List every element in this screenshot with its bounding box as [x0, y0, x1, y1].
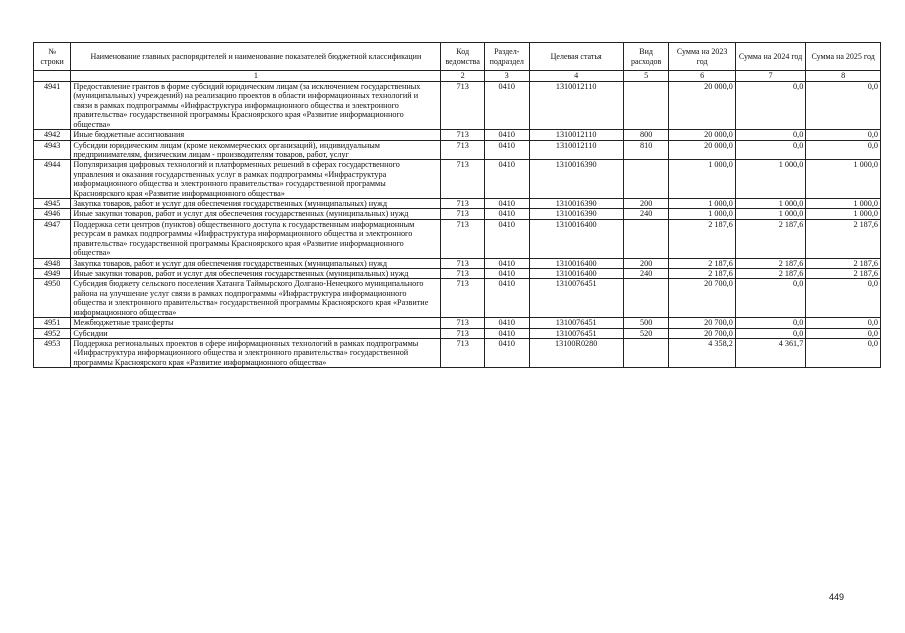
budget-table: [33, 42, 881, 368]
section-code: 0410: [484, 219, 529, 258]
sum-2024: 0,0: [735, 318, 805, 328]
target-article: 1310016400: [529, 269, 623, 279]
department-code: 713: [441, 130, 485, 140]
table-row: [34, 160, 881, 199]
department-code: 713: [441, 279, 485, 318]
row-number: 4942: [34, 130, 71, 140]
target-article: 1310016390: [529, 209, 623, 219]
expense-kind: [623, 82, 669, 130]
row-name: Предоставление грантов в форме субсидий юридическим лицам (за исключением государственных (муниципальных) учреждений) на реализацию проектов в области информационных технологий и связи в рамках подпрограммы «Инфраструктура информационного общества и электронного правительства» государственной программы Красноярского края «Развитие информационного общества»: [71, 82, 441, 130]
department-code: 713: [441, 160, 485, 199]
department-code: 713: [441, 318, 485, 328]
sum-2025: 0,0: [806, 140, 881, 160]
sum-2023: 20 700,0: [669, 279, 735, 318]
row-name: Межбюджетные трансферты: [71, 318, 441, 328]
header-section: Раздел-подраздел: [484, 43, 529, 71]
row-number: 4945: [34, 199, 71, 209]
department-code: 713: [441, 140, 485, 160]
header-target-article: Целевая статья: [529, 43, 623, 71]
column-number: 6: [669, 71, 735, 82]
sum-2025: 0,0: [806, 279, 881, 318]
row-name: Популяризация цифровых технологий и платформенных решений в сферах государственного управления и оказания государственных услуг в рамках подпрограммы «Инфраструктура информационного общества и электронного правительства» государственной программы Красноярского края «Развитие информационного общества»: [71, 160, 441, 199]
sum-2024: 2 187,6: [735, 219, 805, 258]
section-code: 0410: [484, 130, 529, 140]
row-name: Поддержка сети центров (пунктов) общественного доступа к государственным информационным ресурсам в рамках подпрограммы «Инфраструктура информационного общества и электронного правительства» государственной программы Красноярского края «Развитие информационного общества»: [71, 219, 441, 258]
row-number: 4952: [34, 328, 71, 338]
sum-2024: 1 000,0: [735, 160, 805, 199]
section-code: 0410: [484, 258, 529, 268]
column-number: 3: [484, 71, 529, 82]
table-row: [34, 269, 881, 279]
sum-2025: 1 000,0: [806, 160, 881, 199]
header-row-number: № строки: [34, 43, 71, 71]
column-number: 5: [623, 71, 669, 82]
sum-2024: 0,0: [735, 140, 805, 160]
expense-kind: [623, 338, 669, 367]
page-number: 449: [829, 592, 845, 602]
department-code: 713: [441, 219, 485, 258]
sum-2025: 2 187,6: [806, 258, 881, 268]
expense-kind: 240: [623, 269, 669, 279]
section-code: 0410: [484, 160, 529, 199]
section-code: 0410: [484, 328, 529, 338]
department-code: 713: [441, 82, 485, 130]
sum-2023: 1 000,0: [669, 209, 735, 219]
sum-2023: 4 358,2: [669, 338, 735, 367]
sum-2024: 1 000,0: [735, 199, 805, 209]
column-number: 8: [806, 71, 881, 82]
target-article: 1310012110: [529, 130, 623, 140]
row-name: Закупка товаров, работ и услуг для обеспечения государственных (муниципальных) нужд: [71, 258, 441, 268]
header-sum-2025: Сумма на 2025 год: [806, 43, 881, 71]
sum-2024: 0,0: [735, 328, 805, 338]
sum-2025: 0,0: [806, 318, 881, 328]
row-number: 4951: [34, 318, 71, 328]
sum-2024: 2 187,6: [735, 269, 805, 279]
section-code: 0410: [484, 338, 529, 367]
sum-2025: 2 187,6: [806, 219, 881, 258]
row-name: Субсидия бюджету сельского поселения Хатанга Таймырского Долгано-Ненецкого муниципального района на улучшение услуг связи в рамках подпрограммы «Инфраструктура информационного общества и электронного правительства» государственной программы Красноярского края «Развитие информационного общества»: [71, 279, 441, 318]
sum-2023: 20 000,0: [669, 140, 735, 160]
row-number: 4950: [34, 279, 71, 318]
table-row: [34, 328, 881, 338]
column-number: 7: [735, 71, 805, 82]
header-expense-kind: Вид расходов: [623, 43, 669, 71]
row-name: Иные закупки товаров, работ и услуг для обеспечения государственных (муниципальных) нужд: [71, 209, 441, 219]
row-number: 4947: [34, 219, 71, 258]
header-sum-2024: Сумма на 2024 год: [735, 43, 805, 71]
row-name: Закупка товаров, работ и услуг для обеспечения государственных (муниципальных) нужд: [71, 199, 441, 209]
target-article: 1310016400: [529, 219, 623, 258]
department-code: 713: [441, 258, 485, 268]
target-article: 1310012110: [529, 82, 623, 130]
section-code: 0410: [484, 318, 529, 328]
section-code: 0410: [484, 199, 529, 209]
row-number: 4943: [34, 140, 71, 160]
department-code: 713: [441, 338, 485, 367]
column-number: [34, 71, 71, 82]
sum-2025: 0,0: [806, 338, 881, 367]
sum-2023: 2 187,6: [669, 269, 735, 279]
sum-2024: 0,0: [735, 130, 805, 140]
sum-2025: 1 000,0: [806, 209, 881, 219]
column-number: 1: [71, 71, 441, 82]
sum-2023: 20 000,0: [669, 130, 735, 140]
row-name: Иные бюджетные ассигнования: [71, 130, 441, 140]
target-article: 1310016390: [529, 160, 623, 199]
sum-2025: 0,0: [806, 130, 881, 140]
table-row: [34, 140, 881, 160]
department-code: 713: [441, 199, 485, 209]
table-row: [34, 219, 881, 258]
column-number: 2: [441, 71, 485, 82]
row-number: 4948: [34, 258, 71, 268]
expense-kind: 520: [623, 328, 669, 338]
row-name: Субсидии: [71, 328, 441, 338]
target-article: 13100R0280: [529, 338, 623, 367]
row-name: Иные закупки товаров, работ и услуг для обеспечения государственных (муниципальных) нужд: [71, 269, 441, 279]
table-row: [34, 130, 881, 140]
row-name: Субсидии юридическим лицам (кроме некоммерческих организаций), индивидуальным предпринимателям, физическим лицам - производителям товаров, работ, услуг: [71, 140, 441, 160]
section-code: 0410: [484, 82, 529, 130]
section-code: 0410: [484, 269, 529, 279]
sum-2023: 2 187,6: [669, 219, 735, 258]
section-code: 0410: [484, 209, 529, 219]
expense-kind: 800: [623, 130, 669, 140]
sum-2025: 0,0: [806, 82, 881, 130]
expense-kind: 200: [623, 258, 669, 268]
target-article: 1310012110: [529, 140, 623, 160]
sum-2024: 0,0: [735, 279, 805, 318]
department-code: 713: [441, 209, 485, 219]
section-code: 0410: [484, 279, 529, 318]
row-name: Поддержка региональных проектов в сфере информационных технологий в рамках подпрограммы «Инфраструктура информационного общества и электронного правительства» государственной программы Красноярского края «Развитие информационного общества»: [71, 338, 441, 367]
row-number: 4946: [34, 209, 71, 219]
header-department-code: Код ведомства: [441, 43, 485, 71]
sum-2023: 1 000,0: [669, 160, 735, 199]
sum-2024: 1 000,0: [735, 209, 805, 219]
table-row: [34, 199, 881, 209]
expense-kind: 240: [623, 209, 669, 219]
sum-2023: 20 700,0: [669, 318, 735, 328]
expense-kind: 200: [623, 199, 669, 209]
sum-2023: 20 700,0: [669, 328, 735, 338]
table-row: [34, 209, 881, 219]
table-row: [34, 318, 881, 328]
sum-2024: 4 361,7: [735, 338, 805, 367]
target-article: 1310016390: [529, 199, 623, 209]
table-body: [34, 82, 881, 368]
expense-kind: [623, 160, 669, 199]
column-number-row: [34, 71, 881, 82]
expense-kind: 810: [623, 140, 669, 160]
expense-kind: 500: [623, 318, 669, 328]
sum-2025: 1 000,0: [806, 199, 881, 209]
sum-2025: 2 187,6: [806, 269, 881, 279]
header-sum-2023: Сумма на 2023 год: [669, 43, 735, 71]
sum-2024: 2 187,6: [735, 258, 805, 268]
table-row: [34, 258, 881, 268]
row-number: 4949: [34, 269, 71, 279]
sum-2023: 2 187,6: [669, 258, 735, 268]
sum-2023: 20 000,0: [669, 82, 735, 130]
target-article: 1310076451: [529, 318, 623, 328]
section-code: 0410: [484, 140, 529, 160]
department-code: 713: [441, 328, 485, 338]
row-number: 4953: [34, 338, 71, 367]
department-code: 713: [441, 269, 485, 279]
sum-2025: 0,0: [806, 328, 881, 338]
target-article: 1310016400: [529, 258, 623, 268]
table-row: [34, 82, 881, 130]
row-number: 4944: [34, 160, 71, 199]
expense-kind: [623, 219, 669, 258]
table-row: [34, 279, 881, 318]
sum-2023: 1 000,0: [669, 199, 735, 209]
target-article: 1310076451: [529, 328, 623, 338]
table-header: [34, 43, 881, 82]
column-number: 4: [529, 71, 623, 82]
target-article: 1310076451: [529, 279, 623, 318]
sum-2024: 0,0: [735, 82, 805, 130]
row-number: 4941: [34, 82, 71, 130]
expense-kind: [623, 279, 669, 318]
header-name: Наименование главных распорядителей и наименование показателей бюджетной классификации: [71, 43, 441, 71]
table-row: [34, 338, 881, 367]
